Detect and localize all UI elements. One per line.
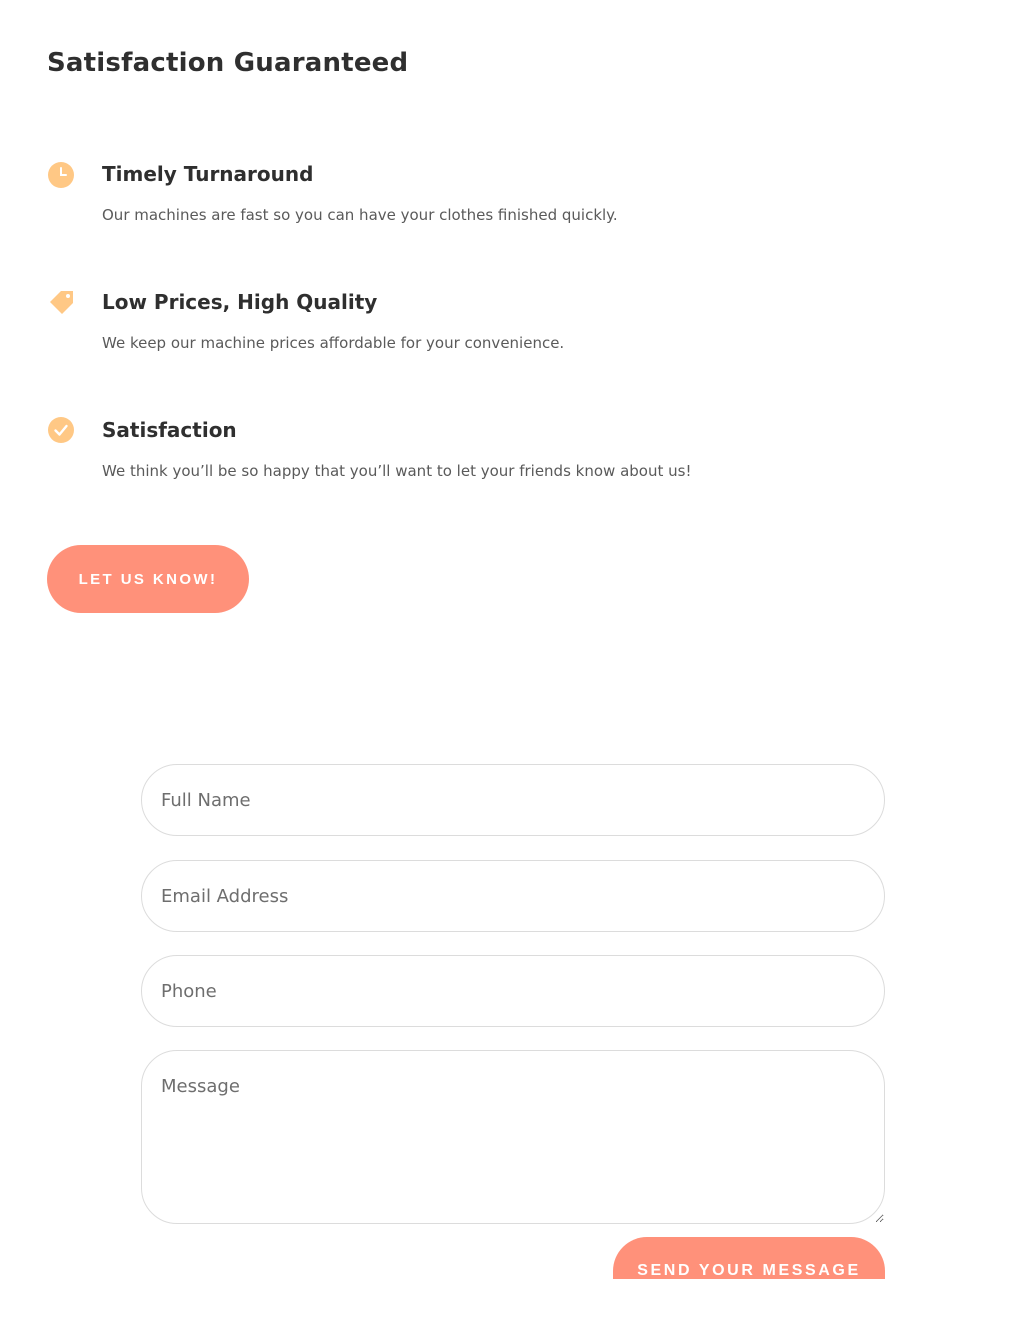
section-title: Satisfaction Guaranteed	[47, 48, 409, 78]
contact-form	[141, 764, 885, 1304]
feature-title: Satisfaction	[102, 418, 237, 442]
let-us-know-button[interactable]: LET US KNOW!	[47, 545, 249, 613]
message-textarea[interactable]	[141, 1050, 885, 1224]
feature-low-prices	[47, 288, 947, 368]
feature-timely-turnaround	[47, 160, 947, 240]
feature-title: Low Prices, High Quality	[102, 290, 378, 314]
feature-description: We think you’ll be so happy that you’ll want to let your friends know about us!	[102, 462, 692, 480]
full-name-input[interactable]	[141, 764, 885, 836]
price-tag-icon	[47, 288, 75, 316]
send-message-button[interactable]	[613, 1237, 885, 1279]
clock-icon	[47, 160, 75, 188]
feature-satisfaction	[47, 416, 947, 496]
feature-description: Our machines are fast so you can have your clothes finished quickly.	[102, 206, 618, 224]
email-input[interactable]	[141, 860, 885, 932]
feature-description: We keep our machine prices affordable for your convenience.	[102, 334, 565, 352]
phone-input[interactable]	[141, 955, 885, 1027]
feature-title: Timely Turnaround	[102, 162, 314, 186]
send-message-label: SEND YOUR MESSAGE	[637, 1262, 861, 1279]
check-circle-icon	[47, 416, 75, 444]
